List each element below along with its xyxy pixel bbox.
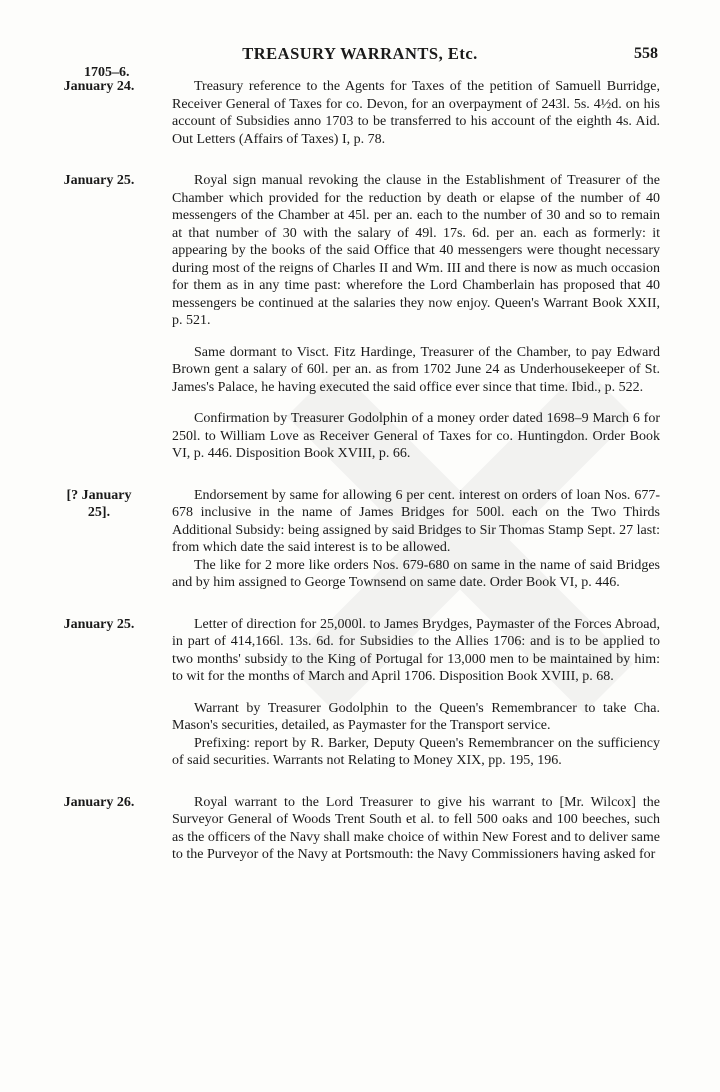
entry-paragraph: Treasury reference to the Agents for Taxes of the petition of Samuell Burridge, Receiver General of Taxes for co. Devon, for an overpayment of 243l. 5s. 4½d. on his account of Subsidies anno 1703 to be transferred to his account of the eighth 4s. Aid. Out Letters (Affairs of Taxes) I, p. 78. [172, 79, 660, 147]
entry-paragraph: Royal sign manual revoking the clause in the Establishment of Treasurer of the Chamber which provided for the reduction by death or elapse of the number of 40 messengers of the Chamber at 45l. per an. each to the number of 30 and so to remain at that number of 30 with the salary of 49l. 17s. 6d. per an. each as formerly: it appearing by the books of the said Office that 40 messengers were thought necessary during most of the reigns of Charles II and Wm. III and there is now as much occasion for them as in any time past: wherefore the Lord Chamberlain has proposed that 40 messengers be continued at the salaries they now enjoy. Queen's Warrant Book XXII, p. 521. [172, 173, 660, 328]
entry-paragraph: Endorsement by same for allowing 6 per cent. interest on orders of loan Nos. 677-678 inclusive in the name of James Bridges for 500l. each on the Two Thirds Additional Subsidy: being assigned by said Bridges to Sir Thomas Stamp Sept. 27 last: from which date the said interest is to be allowed. [172, 487, 660, 555]
entry-paragraph: Confirmation by Treasurer Godolphin of a money order dated 1698–9 March 6 for 250l. to William Love as Receiver General of Taxes for co. Huntingdon. Order Book VI, p. 446. Disposition Book XVIII, p. 66. [172, 411, 660, 461]
entry-body [172, 172, 660, 463]
entry-paragraph: Warrant by Treasurer Godolphin to the Queen's Remembrancer to take Cha. Mason's securities, detailed, as Paymaster for the Transport service. [172, 700, 660, 733]
entry [60, 794, 660, 864]
entry [60, 172, 660, 463]
entry-body [172, 78, 660, 148]
entry [60, 487, 660, 592]
entry [60, 78, 660, 148]
entry-date: January 26. [63, 794, 135, 810]
entry-paragraph: Letter of direction for 25,000l. to James Brydges, Paymaster of the Forces Abroad, in part of 414,166l. 13s. 6d. for Subsidies to the Allies 1706: and is to be applied to two months' subsidy to the King of Portugal for 13,000 men to be maintained by him: to wit for the months of March and April 1706. Disposition Book XVIII, p. 68. [172, 616, 660, 684]
entry-date: January 25. [63, 616, 135, 632]
page-number: 558 [634, 45, 658, 62]
running-title: TREASURY WARRANTS, Etc. [242, 44, 478, 63]
entry-body [172, 616, 660, 770]
entry [60, 616, 660, 770]
entry-body [172, 794, 660, 864]
entry-date: [? January 25]. [66, 487, 132, 520]
year-label: 1705–6. [84, 65, 130, 80]
entry-paragraph: The like for 2 more like orders Nos. 679-680 on same in the name of said Bridges and by him assigned to George Townsend on same date. Order Book VI, p. 446. [172, 557, 660, 590]
entry-paragraph: Royal warrant to the Lord Treasurer to give his warrant to [Mr. Wilcox] the Surveyor General of Woods Trent South et al. to fell 500 oaks and 100 beeches, such as the officers of the Navy shall make choice of within New Forest and to deliver same to the Purveyor of the Navy at Portsmouth: the Navy Commissioners having asked for [172, 794, 660, 862]
entry-body [172, 487, 660, 592]
entries [60, 78, 660, 873]
entry-date: January 25. [63, 173, 135, 188]
entry-date: January 24. [63, 79, 135, 94]
entry-paragraph: Prefixing: report by R. Barker, Deputy Queen's Remembrancer on the sufficiency of said securities. Warrants not Relating to Money XIX, pp. 195, 196. [172, 735, 660, 768]
entry-paragraph: Same dormant to Visct. Fitz Hardinge, Treasurer of the Chamber, to pay Edward Brown gent a salary of 60l. per an. as from 1702 June 24 as Underhousekeeper of St. James's Palace, he having executed the said office ever since that time. Ibid., p. 522. [172, 344, 660, 395]
